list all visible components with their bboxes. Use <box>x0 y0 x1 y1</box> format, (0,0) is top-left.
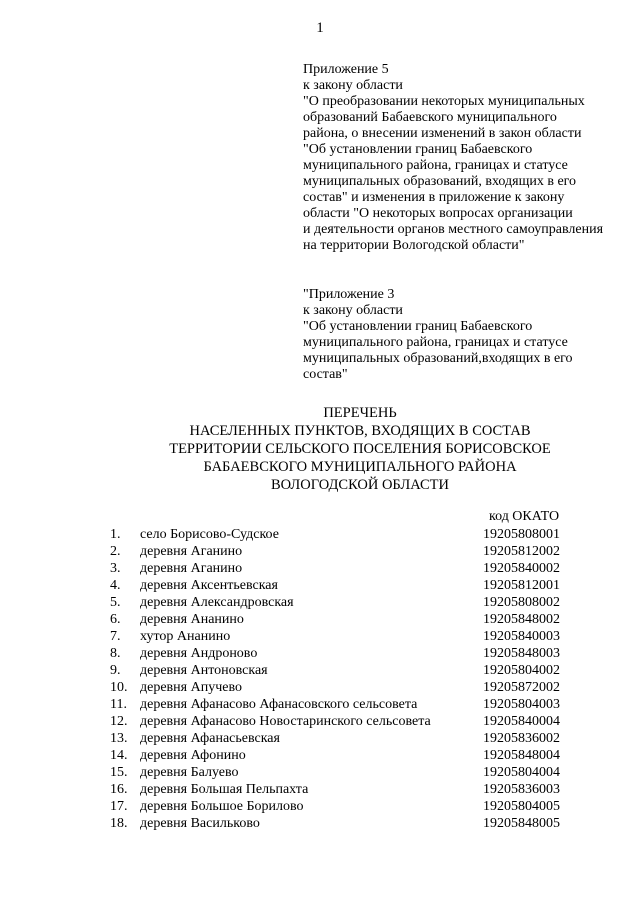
settlement-name: хутор Ананино <box>140 629 231 644</box>
okato-code: 19205840004 <box>483 714 560 729</box>
heading-line: БАБАЕВСКОГО МУНИЦИПАЛЬНОГО РАЙОНА <box>203 459 517 475</box>
okato-code: 19205812002 <box>483 544 560 559</box>
appendix-5-note <box>303 62 603 254</box>
list-item <box>0 713 640 730</box>
item-number: 11. <box>110 697 127 712</box>
appendix-3-note <box>303 287 573 383</box>
heading-line: ВОЛОГОДСКОЙ ОБЛАСТИ <box>271 477 449 493</box>
settlement-name: деревня Аксентьевская <box>140 578 278 593</box>
item-number: 7. <box>110 629 121 644</box>
list-item <box>0 747 640 764</box>
item-number: 3. <box>110 561 121 576</box>
item-number: 9. <box>110 663 121 678</box>
okato-code: 19205804003 <box>483 697 560 712</box>
okato-code: 19205836002 <box>483 731 560 746</box>
okato-code: 19205848004 <box>483 748 560 763</box>
item-number: 2. <box>110 544 121 559</box>
settlement-name: деревня Аганино <box>140 561 243 576</box>
okato-code: 19205804004 <box>483 765 560 780</box>
appendix-5-line: на территории Вологодской области" <box>303 238 525 253</box>
appendix-5-line: муниципальных образований, входящих в его <box>303 174 577 189</box>
list-item <box>0 577 640 594</box>
list-item <box>0 560 640 577</box>
okato-code: 19205808002 <box>483 595 560 610</box>
okato-code: 19205808001 <box>483 527 560 542</box>
appendix-5-line: состав" и изменения в приложение к закону <box>303 190 565 205</box>
item-number: 12. <box>110 714 128 729</box>
settlement-name: деревня Большое Борилово <box>140 799 304 814</box>
list-item <box>0 628 640 645</box>
item-number: 8. <box>110 646 121 661</box>
list-item <box>0 543 640 560</box>
okato-code: 19205872002 <box>483 680 560 695</box>
settlement-name: деревня Апучево <box>140 680 242 695</box>
item-number: 6. <box>110 612 121 627</box>
appendix-5-line: и деятельности органов местного самоуправления <box>303 222 604 237</box>
appendix-5-line: "О преобразовании некоторых муниципальных <box>303 94 585 109</box>
list-item <box>0 764 640 781</box>
settlement-name: деревня Ананино <box>140 612 244 627</box>
item-number: 4. <box>110 578 121 593</box>
okato-code: 19205848003 <box>483 646 560 661</box>
okato-code: 19205840003 <box>483 629 560 644</box>
okato-code: 19205804005 <box>483 799 560 814</box>
settlement-name: деревня Аганино <box>140 544 243 559</box>
appendix-3-line: "Об установлении границ Бабаевского <box>303 319 533 334</box>
item-number: 1. <box>110 527 121 542</box>
settlement-name: деревня Афонино <box>140 748 246 763</box>
list-item <box>0 798 640 815</box>
heading-line: ПЕРЕЧЕНЬ <box>323 405 397 421</box>
item-number: 16. <box>110 782 128 797</box>
appendix-5-line: Приложение 5 <box>303 62 389 77</box>
item-number: 15. <box>110 765 128 780</box>
list-item <box>0 815 640 832</box>
list-item <box>0 611 640 628</box>
list-item <box>0 730 640 747</box>
settlement-name: деревня Афанасово Новостаринского сельсовета <box>140 714 431 729</box>
document-heading <box>0 404 640 494</box>
appendix-5-line: "Об установлении границ Бабаевского <box>303 142 533 157</box>
list-item <box>0 696 640 713</box>
okato-code: 19205804002 <box>483 663 560 678</box>
list-item <box>0 781 640 798</box>
settlement-name: деревня Антоновская <box>140 663 268 678</box>
heading-line: ТЕРРИТОРИИ СЕЛЬСКОГО ПОСЕЛЕНИЯ БОРИСОВСКОЕ <box>169 441 551 457</box>
settlement-name: деревня Афанасьевская <box>140 731 280 746</box>
appendix-3-line: муниципального района, границах и статусе <box>303 335 568 350</box>
list-item <box>0 662 640 679</box>
settlement-name: деревня Балуево <box>140 765 239 780</box>
item-number: 5. <box>110 595 121 610</box>
heading-line: НАСЕЛЕННЫХ ПУНКТОВ, ВХОДЯЩИХ В СОСТАВ <box>189 423 531 439</box>
appendix-5-line: к закону области <box>303 78 403 93</box>
appendix-5-line: муниципального района, границах и статусе <box>303 158 568 173</box>
appendix-3-line: муниципальных образований,входящих в его <box>303 351 573 366</box>
list-item <box>0 679 640 696</box>
item-number: 14. <box>110 748 128 763</box>
okato-code: 19205840002 <box>483 561 560 576</box>
appendix-5-line: образований Бабаевского муниципального <box>303 110 557 125</box>
okato-code: 19205812001 <box>483 578 560 593</box>
okato-code-header: код ОКАТО <box>489 509 560 524</box>
okato-code: 19205848002 <box>483 612 560 627</box>
settlement-name: деревня Васильково <box>140 816 260 831</box>
settlement-name: село Борисово-Судское <box>140 527 279 542</box>
item-number: 10. <box>110 680 128 695</box>
page-number: 1 <box>316 20 324 36</box>
settlement-name: деревня Большая Пельпахта <box>140 782 309 797</box>
settlement-name: деревня Афанасово Афанасовского сельсовета <box>140 697 418 712</box>
appendix-5-line: области "О некоторых вопросах организации <box>303 206 573 221</box>
appendix-3-line: состав" <box>303 367 348 382</box>
appendix-3-line: "Приложение 3 <box>303 287 395 302</box>
appendix-3-line: к закону области <box>303 303 403 318</box>
okato-code: 19205836003 <box>483 782 560 797</box>
okato-code: 19205848005 <box>483 816 560 831</box>
appendix-5-line: района, о внесении изменений в закон области <box>303 126 582 141</box>
settlement-list <box>0 526 640 832</box>
item-number: 13. <box>110 731 128 746</box>
item-number: 17. <box>110 799 128 814</box>
list-item <box>0 645 640 662</box>
settlement-name: деревня Александровская <box>140 595 294 610</box>
list-item <box>0 526 640 543</box>
list-item <box>0 594 640 611</box>
item-number: 18. <box>110 816 128 831</box>
settlement-name: деревня Андроново <box>140 646 258 661</box>
